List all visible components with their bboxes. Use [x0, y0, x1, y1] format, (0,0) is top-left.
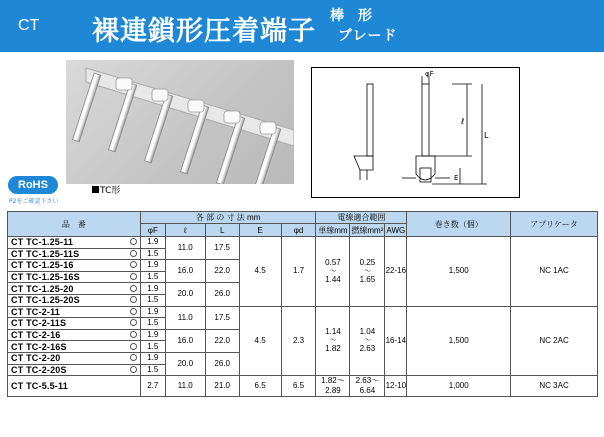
dimension-diagram: [311, 67, 520, 198]
circle-mark-icon: [130, 285, 137, 292]
header-dims: 各 部 の 寸 法 mm: [140, 212, 316, 224]
big-l-label: L: [484, 131, 489, 140]
table-row: CT TC-1.25-16S 1.5: [8, 271, 598, 283]
table-row: CT TC-1.25-20S 1.5: [8, 294, 598, 306]
header-phi-f: φF: [140, 224, 165, 237]
table-row: CT TC-2-11S 1.5: [8, 318, 598, 330]
subtitle-line2: ブレード: [338, 28, 398, 44]
table-row: CT TC-5.5-11 2.7 11.0 21.0 6.5 6.5 1.82～2.89 2.63～6.64 12-10 1,000 NC 3AC: [8, 376, 598, 397]
table-row: CT TC-2-16S 1.5: [8, 341, 598, 353]
circle-mark-icon: [130, 308, 137, 315]
circle-mark-icon: [130, 331, 137, 338]
circle-mark-icon: [130, 261, 137, 268]
circle-mark-icon: [130, 238, 137, 245]
header-awg: AWG: [386, 225, 406, 235]
square-bullet-icon: [92, 186, 99, 193]
page-title: 裸連鎖形圧着端子: [92, 16, 316, 47]
rohs-badge: RoHS: [8, 176, 58, 194]
header-big-l: L: [205, 224, 239, 237]
table-row: CT TC-2-16 1.9 16.0 22.0: [8, 329, 598, 341]
spec-table: [7, 211, 598, 397]
header-wire: 電線適合範囲: [316, 212, 407, 224]
terminal-drawing: [312, 68, 521, 199]
photo-caption: TC形: [92, 183, 120, 196]
circle-mark-icon: [130, 354, 137, 361]
small-l-label: ℓ: [461, 117, 465, 126]
subtitle-line1: 棒形: [330, 8, 386, 24]
rohs-note: P2をご確認下さい: [9, 198, 59, 205]
table-row: CT TC-2-20S 1.5: [8, 364, 598, 376]
circle-mark-icon: [130, 366, 137, 373]
circle-mark-icon: [130, 296, 137, 303]
header-small-l: ℓ: [165, 224, 205, 237]
header-e: E: [239, 224, 281, 237]
table-row: CT TC-1.25-11 1.9 11.0 17.5 4.5 1.7 0.57 ～ 1.44 0.25 ～ 1.65 22-16 1,500 NC 1AC: [8, 237, 598, 249]
table-row: CT TC-1.25-16 1.9 16.0 22.0: [8, 260, 598, 272]
header-qty: 巻き数（個）: [407, 212, 511, 237]
circle-mark-icon: [130, 273, 137, 280]
circle-mark-icon: [130, 319, 137, 326]
header-applicator: アプリケータ: [511, 212, 598, 237]
e-label: E: [454, 174, 459, 182]
circle-mark-icon: [130, 343, 137, 350]
product-photo: [66, 60, 294, 184]
header-stranded: 撚線mm²: [351, 225, 384, 235]
table-row: CT TC-2-11 1.9 11.0 17.5 4.5 2.3 1.14 ～ 1.82 1.04 ～ 2.63 16-14 1,500 NC 2AC: [8, 306, 598, 318]
table-row: CT TC-1.25-11S 1.5: [8, 248, 598, 260]
table-row: CT TC-2-20 1.9 20.0 26.0: [8, 352, 598, 364]
circle-mark-icon: [130, 250, 137, 257]
header-phi-d: φd: [281, 224, 316, 237]
header-single: 単線mm: [316, 224, 350, 237]
header-banner: [0, 0, 604, 52]
terminal-strip-illustration: [66, 60, 294, 184]
phi-f-label: φF: [425, 70, 434, 78]
series-code: CT: [18, 17, 40, 34]
header-part: 品 番: [8, 212, 141, 237]
table-row: CT TC-1.25-20 1.9 20.0 26.0: [8, 283, 598, 295]
